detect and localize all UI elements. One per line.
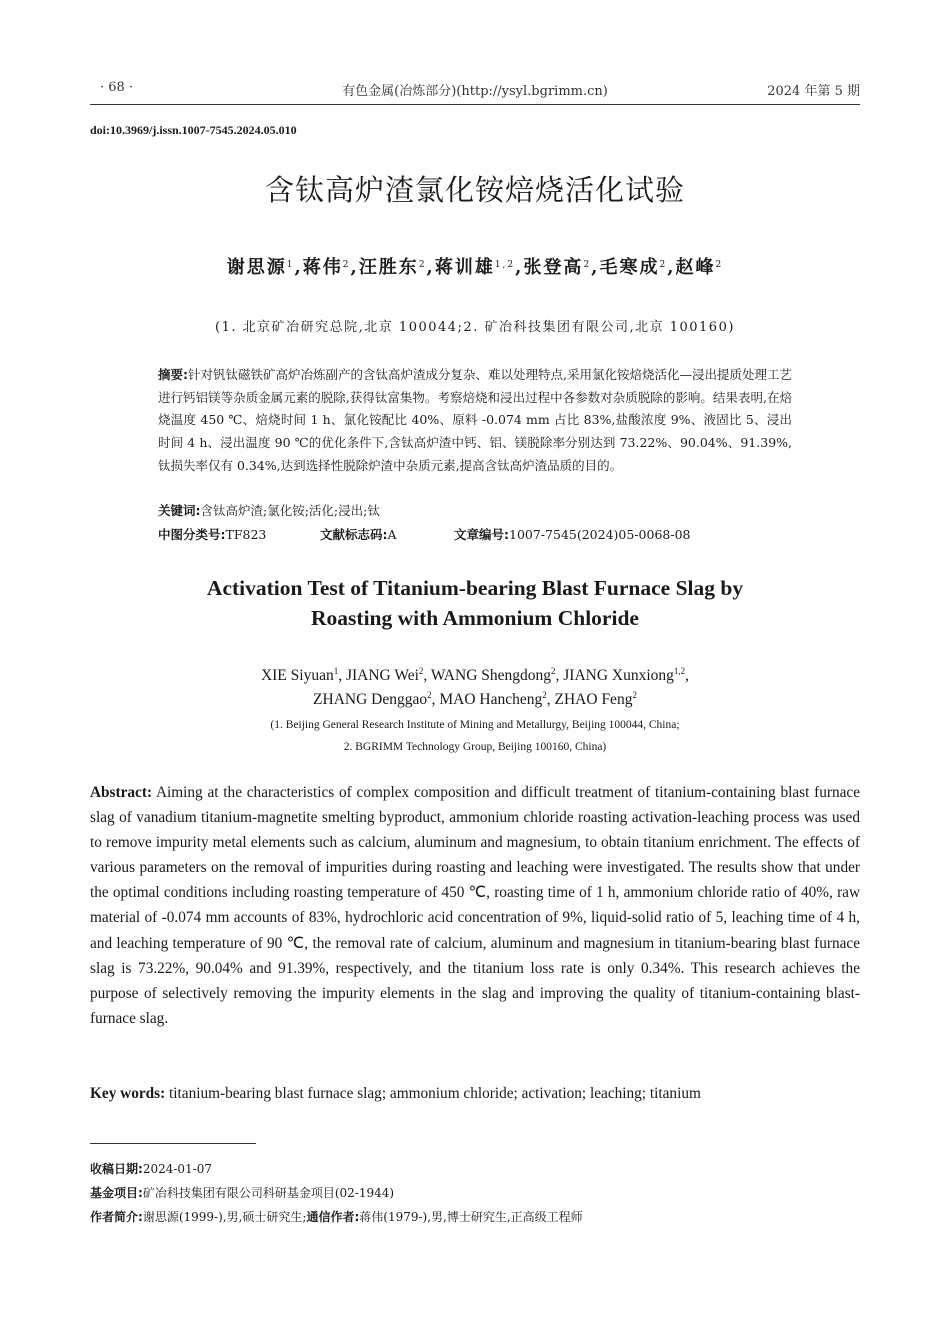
cn-abstract-label: 摘要: [158, 367, 188, 382]
en-keywords [90, 1081, 860, 1106]
en-author-separator: , [423, 667, 431, 684]
clc-code [158, 524, 266, 547]
cn-affiliations: (1. 北京矿冶研究总院,北京 100044;2. 矿冶科技集团有限公司,北京 100160) [215, 320, 735, 335]
cn-author-affiliation-mark: 2 [342, 260, 351, 270]
en-abstract-label: Abstract: [90, 784, 153, 801]
en-author-name: JIANG Xunxiong [563, 667, 674, 684]
cn-author-separator: , [426, 257, 435, 278]
received-date [90, 1160, 212, 1177]
article-no-label: 文章编号: [454, 527, 509, 542]
cn-keywords-text: 含钛高炉渣;氯化铵;活化;浸出;钛 [200, 503, 380, 518]
cn-author-affiliation-mark: 1,2 [494, 260, 516, 270]
en-author-name: ZHANG Denggao [313, 691, 428, 708]
corresponding-label: 通信作者: [306, 1210, 360, 1224]
bio-label: 作者简介: [90, 1210, 143, 1224]
cn-author-name: 赵峰 [675, 257, 716, 278]
bio-value: 谢思源(1999-),男,硕士研究生; [142, 1210, 307, 1224]
en-affiliations [0, 714, 950, 758]
header-rule [90, 104, 860, 105]
en-authors [0, 664, 950, 712]
cn-abstract [158, 364, 792, 478]
cn-author-affiliation-mark: 2 [583, 260, 592, 270]
issue-label: 2024 年第 5 期 [767, 84, 860, 99]
cn-keywords [158, 500, 792, 523]
cn-author-affiliation-mark: 2 [715, 260, 724, 270]
cn-author-name: 汪胜东 [358, 257, 419, 278]
cn-title: 含钛高炉渣氯化铵焙烧活化试验 [264, 173, 685, 207]
en-abstract-text: Aiming at the characteristics of complex composition and difficult treatment of titanium-containing blast furnace slag of vanadium titanium-magnetite smelting byproduct, ammonium chloride roasting activation-leaching process was used to remove impurity metal elements such as calcium, aluminum and magnesium, to obtain titanium enrichment. The effects of various parameters on the removal of impurities during roasting and leaching were investigated. The results show that under the optimal conditions including roasting temperature of 450 ℃, roasting time of 1 h, ammonium chloride ratio of 40%, raw material of -0.074 mm accounts of 83%, hydrochloric acid concentration of 9%, liquid-solid ratio of 5, leaching time of 4 h, and leaching temperature of 90 ℃, the removal rate of calcium, aluminum and magnesium in titanium-bearing blast furnace slag is 73.22%, 90.04% and 91.39%, respectively, and the titanium loss rate is only 0.34%. This research achieves the purpose of selectively removing the impurity elements in the slag and improving the quality of titanium-containing blast-furnace slag. [90, 784, 860, 1027]
page-number: · 68 · [100, 80, 134, 95]
footnote-rule [90, 1143, 256, 1144]
article-no-value: 1007-7545(2024)05-0068-08 [509, 527, 691, 542]
doc-code-value: A [387, 527, 397, 542]
en-author-affiliation-mark: 1,2 [673, 666, 686, 676]
corresponding-value: 蒋伟(1979-),男,博士研究生,正高级工程师 [359, 1210, 583, 1224]
cn-author-name: 蒋伟 [302, 257, 343, 278]
en-author-name: JIANG Wei [345, 667, 419, 684]
en-author-affiliation-mark: 2 [542, 690, 547, 700]
cn-author-affiliation-mark: 2 [659, 260, 668, 270]
en-title-line-2: Roasting with Ammonium Chloride [311, 606, 639, 630]
en-title-line-1: Activation Test of Titanium-bearing Blast Furnace Slag by [206, 576, 744, 600]
cn-author-separator: , [350, 257, 359, 278]
cn-abstract-text: 针对钒钛磁铁矿高炉冶炼副产的含钛高炉渣成分复杂、难以处理特点,采用氯化铵焙烧活化—浸出提质处理工艺进行钙铝镁等杂质金属元素的脱除,获得钛富集物。考察焙烧和浸出过程中各参数对杂质脱除的影响。结果表明,在焙烧温度 450 ℃、焙烧时间 1 h、氯化铵配比 40%、原料 -0.074 mm 占比 83%,盐酸浓度 9%、液固比 5、浸出时间 4 h、浸出温度 90 ℃的优化条件下,含钛高炉渣中钙、铝、镁脱除率分别达到 73.22%、90.04%、91.39%,钛损失率仅有 0.34%,达到选择性脱除炉渣中杂质元素,提高含钛高炉渣品质的目的。 [158, 367, 792, 473]
doc-code-label: 文献标志码: [320, 527, 388, 542]
fund-value: 矿冶科技集团有限公司科研基金项目(02-1944) [142, 1186, 395, 1200]
cn-author-separator: , [591, 257, 600, 278]
cn-keywords-label: 关键词: [158, 503, 201, 518]
cn-author-name: 毛寒成 [599, 257, 660, 278]
article-number [454, 524, 690, 547]
en-authors-line-2 [0, 688, 950, 712]
clc-value: TF823 [225, 527, 267, 542]
en-author-separator: , [555, 667, 564, 684]
en-author-separator: , [338, 667, 346, 684]
cn-author-affiliation-mark: 2 [418, 260, 427, 270]
en-author-separator: , [431, 691, 440, 708]
en-author-affiliation-mark: 2 [427, 690, 432, 700]
fund-label: 基金项目: [90, 1186, 143, 1200]
en-author-affiliation-mark: 2 [551, 666, 556, 676]
en-author-separator: , [685, 667, 690, 684]
en-author-name: XIE Siyuan [260, 667, 334, 684]
en-affiliation-line-2: 2. BGRIMM Technology Group, Beijing 100160, China) [343, 741, 607, 753]
en-author-affiliation-mark: 2 [632, 690, 637, 700]
cn-authors [0, 253, 950, 279]
en-affiliation-line-1: (1. Beijing General Research Institute of Mining and Metallurgy, Beijing 100044, China; [270, 719, 680, 731]
en-keywords-text: titanium-bearing blast furnace slag; ammonium chloride; activation; leaching; titanium [169, 1085, 701, 1102]
journal-header: 有色金属(冶炼部分)(http://ysyl.bgrimm.cn) [342, 84, 608, 99]
document-code [320, 524, 397, 547]
en-author-affiliation-mark: 2 [418, 666, 424, 676]
clc-label: 中图分类号: [158, 527, 226, 542]
en-authors-line-1 [0, 664, 950, 688]
doi[interactable]: doi:10.3969/j.issn.1007-7545.2024.05.010 [90, 123, 297, 137]
cn-author-name: 张登高 [523, 257, 584, 278]
received-label: 收稿日期: [90, 1162, 143, 1176]
author-bio [90, 1208, 583, 1225]
classification-row [158, 524, 792, 546]
en-author-separator: , [546, 691, 555, 708]
fund-project [90, 1184, 394, 1201]
cn-author-name: 蒋训雄 [434, 257, 495, 278]
en-author-name: MAO Hancheng [439, 691, 543, 708]
cn-author-name: 谢思源 [226, 257, 287, 278]
en-author-name: ZHAO Feng [554, 691, 633, 708]
cn-author-separator: , [667, 257, 676, 278]
en-keywords-label: Key words: [90, 1085, 166, 1102]
cn-author-separator: , [294, 257, 303, 278]
cn-author-affiliation-mark: 1 [286, 260, 295, 270]
en-title [0, 573, 950, 633]
en-author-name: WANG Shengdong [430, 667, 552, 684]
en-abstract [90, 780, 860, 1031]
en-author-affiliation-mark: 1 [333, 666, 339, 676]
received-value: 2024-01-07 [142, 1162, 212, 1176]
cn-author-separator: , [515, 257, 524, 278]
